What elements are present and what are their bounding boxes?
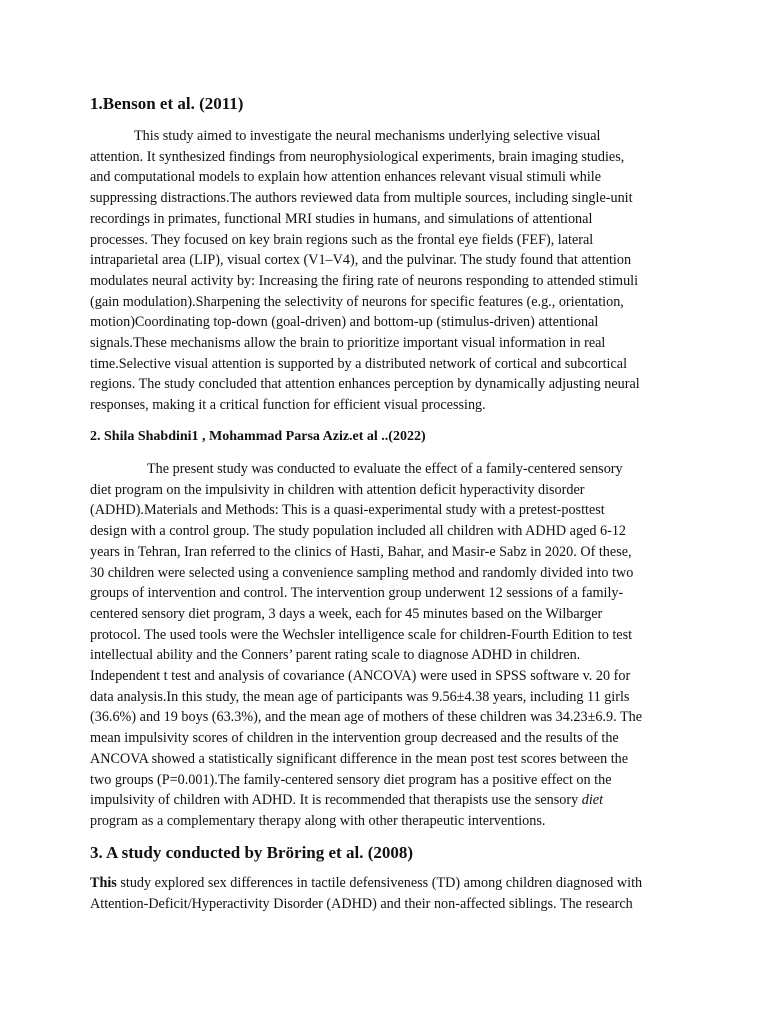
paragraph-line: intellectual ability and the Conners’ parent rating scale to diagnose ADHD in children. [90, 647, 581, 664]
paragraph-line: attention. It synthesized findings from neurophysiological experiments, brain imaging studies, [90, 148, 625, 165]
paragraph-line: centered sensory diet program, 3 days a week, each for 45 minutes based on the Wilbarger [90, 605, 603, 622]
section-1-paragraph [90, 126, 690, 416]
section-1-heading: 1.Benson et al. (2011) [90, 94, 244, 113]
line-text: study explored sex differences in tactile defensiveness (TD) among children diagnosed with [116, 875, 643, 891]
paragraph-line [90, 790, 690, 811]
paragraph-line: recordings in primates, functional MRI studies in humans, and simulations of attentional [90, 210, 593, 227]
paragraph-line: mean impulsivity scores of children in the intervention group decreased and the results of the [90, 730, 619, 747]
paragraph-line: protocol. The used tools were the Wechsler intelligence scale for children-Fourth Edition to test [90, 626, 633, 643]
line-text: impulsivity of children with ADHD. It is recommended that therapists use the sensory [90, 792, 582, 809]
paragraph-line: time.Selective visual attention is supported by a distributed network of cortical and subcortical [90, 355, 628, 372]
paragraph-line: (gain modulation).Sharpening the selectivity of neurons for specific features (e.g., orientation, [90, 293, 624, 310]
paragraph-line: Independent t test and analysis of covariance (ANCOVA) were used in SPSS software v. 20 for [90, 668, 631, 685]
paragraph-line: motion)Coordinating top-down (goal-driven) and bottom-up (stimulus-driven) attentional [90, 314, 599, 331]
paragraph-line: signals.These mechanisms allow the brain to prioritize important visual information in real [90, 335, 606, 352]
section-3-heading: 3. A study conducted by Bröring et al. (2008) [90, 843, 414, 862]
paragraph-line: design with a control group. The study population included all children with ADHD aged 6-12 [90, 523, 627, 540]
paragraph-line: 30 children were selected using a convenience sampling method and randomly divided into two [90, 564, 634, 581]
paragraph-line: Attention-Deficit/Hyperactivity Disorder (ADHD) and their non-affected siblings. The research [90, 895, 633, 912]
bold-lead-word: This [90, 875, 117, 891]
paragraph-line: ANCOVA showed a statistically significant difference in the mean post test scores between the [90, 750, 629, 767]
paragraph-line: program as a complementary therapy along with other therapeutic interventions. [90, 812, 546, 829]
paragraph-line: processes. They focused on key brain regions such as the frontal eye fields (FEF), lateral [90, 231, 594, 248]
paragraph-line: regions. The study concluded that attention enhances perception by dynamically adjusting neural [90, 376, 640, 393]
paragraph-line: responses, making it a critical function for efficient visual processing. [90, 397, 486, 414]
paragraph-line: intraparietal area (LIP), visual cortex (V1–V4), and the pulvinar. The study found that attention [90, 252, 632, 269]
paragraph-line: and computational models to explain how attention enhances relevant visual stimuli while [90, 169, 602, 186]
section-3-paragraph [90, 873, 690, 914]
paragraph-line: modulates neural activity by: Increasing the firing rate of neurons responding to attended stimuli [90, 272, 639, 289]
paragraph-line: (36.6%) and 19 boys (63.3%), and the mean age of mothers of these children was 34.23±6.9. The [90, 709, 643, 726]
section-2-paragraph [90, 459, 690, 832]
paragraph-line: (ADHD).Materials and Methods: This is a quasi-experimental study with a pretest-posttest [90, 502, 605, 519]
italic-word: diet [581, 792, 604, 809]
paragraph-line: years in Tehran, Iran referred to the clinics of Hasti, Bahar, and Masir-e Sabz in 2020. Of these, [90, 543, 632, 560]
section-2-heading: 2. Shila Shabdini1 , Mohammad Parsa Aziz.et al ..(2022) [90, 429, 426, 444]
paragraph-line: The present study was conducted to evaluate the effect of a family-centered sensory [147, 461, 623, 477]
paragraph-line: data analysis.In this study, the mean age of participants was 9.56±4.38 years, including 11 girls [90, 688, 630, 705]
paragraph-line: two groups (P=0.001).The family-centered sensory diet program has a positive effect on the [90, 771, 612, 788]
paragraph-line: groups of intervention and control. The intervention group underwent 12 sessions of a family- [90, 585, 624, 602]
paragraph-line: suppressing distractions.The authors reviewed data from multiple sources, including single-unit [90, 190, 633, 207]
paragraph-line [90, 873, 690, 894]
paragraph-line: This study aimed to investigate the neural mechanisms underlying selective visual [134, 128, 601, 144]
paragraph-line: diet program on the impulsivity in children with attention deficit hyperactivity disorder [90, 481, 585, 498]
